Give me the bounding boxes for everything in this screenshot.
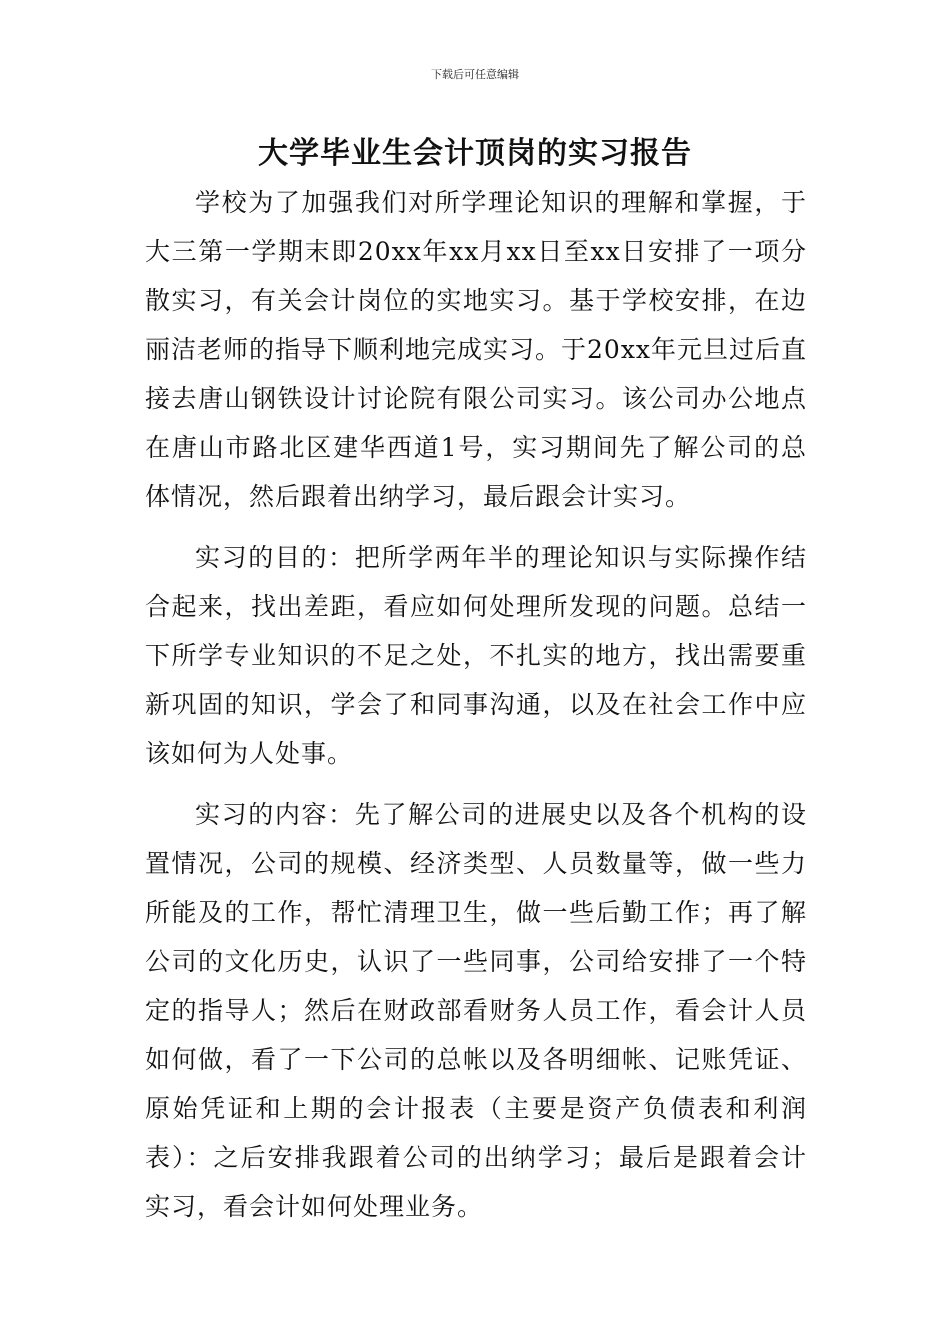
paragraph-purpose: 实习的目的：把所学两年半的理论知识与实际操作结合起来，找出差距，看应如何处理所发现的问题。总结一下所学专业知识的不足之处，不扎实的地方，找出需要重新巩固的知识，学会了和同事沟通，以及在社会工作中应该如何为人处事。: [145, 543, 807, 768]
paragraph-content: 实习的内容：先了解公司的进展史以及各个机构的设置情况，公司的规模、经济类型、人员数量等，做一些力所能及的工作，帮忙清理卫生，做一些后勤工作；再了解公司的文化历史，认识了一些同事，公司给安排了一个特定的指导人；然后在财政部看财务人员工作，看会计人员如何做，看了一下公司的总帐以及各明细帐、记账凭证、原始凭证和上期的会计报表（主要是资产负债表和利润表）：之后安排我跟着公司的出纳学习；最后是跟着会计实习，看会计如何处理业务。: [145, 800, 807, 1221]
header-note: 下载后可任意编辑: [431, 68, 519, 81]
paragraph-intro: 学校为了加强我们对所学理论知识的理解和掌握，于大三第一学期末即20xx年xx月xx日至xx日安排了一项分散实习，有关会计岗位的实地实习。基于学校安排，在边丽洁老师的指导下顺利地完成实习。于20xx年元旦过后直接去唐山钢铁设计讨论院有限公司实习。该公司办公地点在唐山市路北区建华西道1号，实习期间先了解公司的总体情况，然后跟着出纳学习，最后跟会计实习。: [145, 188, 808, 511]
document-title: 大学毕业生会计顶岗的实习报告: [258, 136, 692, 171]
document-body: [145, 178, 807, 1243]
